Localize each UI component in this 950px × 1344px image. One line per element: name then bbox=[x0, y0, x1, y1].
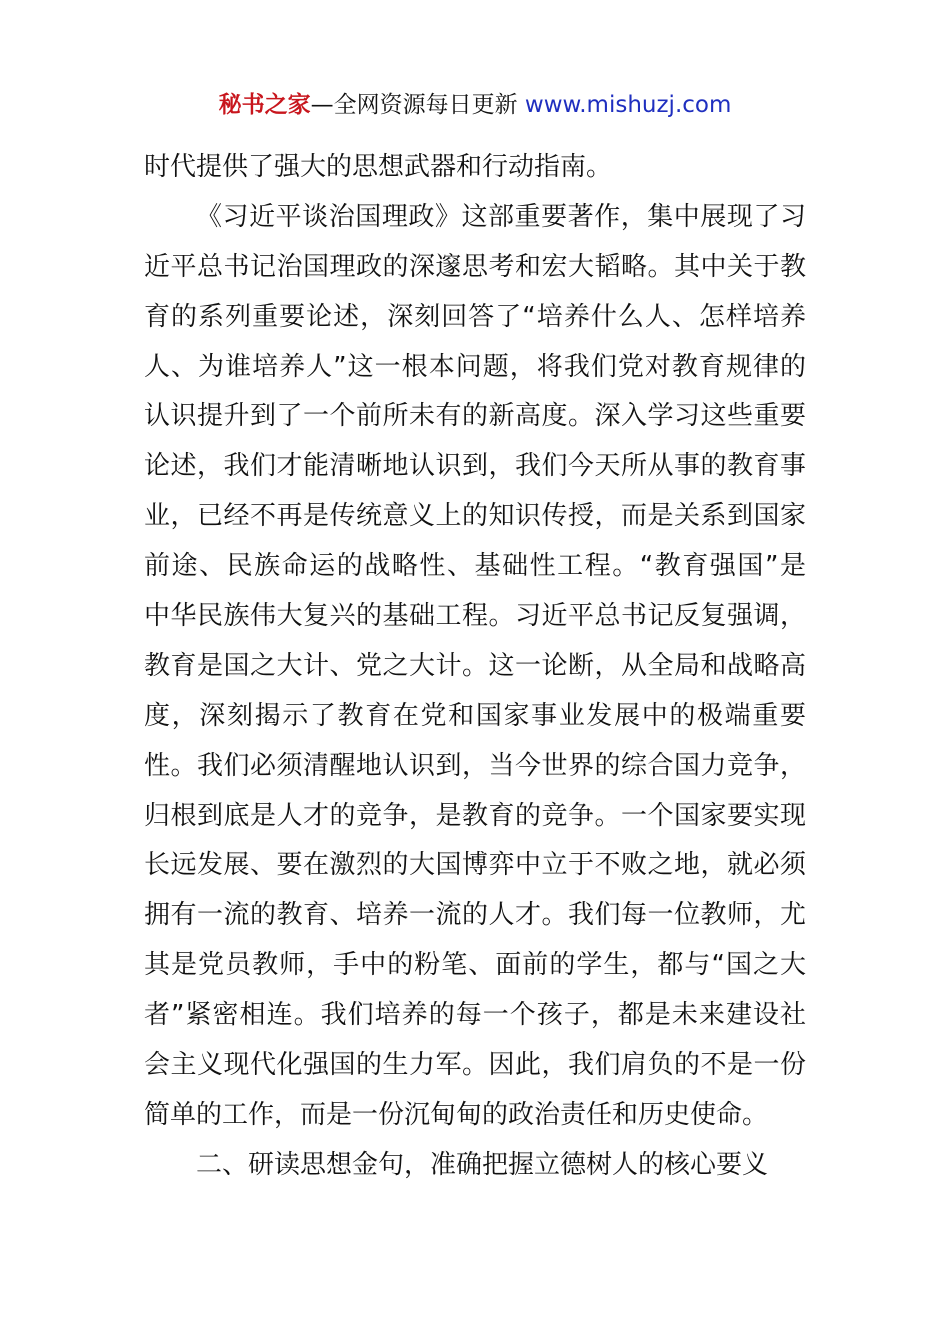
paragraph-line: 简单的工作，而是一份沉甸甸的政治责任和历史使命。 bbox=[144, 1099, 769, 1130]
paragraph-line: 论述，我们才能清晰地认识到，我们今天所从事的教育事 bbox=[144, 451, 806, 482]
section-heading: 二、研读思想金句，准确把握立德树人的核心要义 bbox=[196, 1149, 769, 1180]
site-header bbox=[0, 86, 950, 124]
paragraph-line: 前途、民族命运的战略性、基础性工程。“教育强国”是 bbox=[144, 551, 806, 582]
brand-name: 秘书之家 bbox=[218, 92, 311, 118]
paragraph-line: 育的系列重要论述，深刻回答了“培养什么人、怎样培养 bbox=[144, 301, 806, 332]
paragraph-line: 时代提供了强大的思想武器和行动指南。 bbox=[144, 152, 613, 182]
paragraph-line: 《习近平谈治国理政》这部重要著作，集中展现了习 bbox=[196, 201, 806, 232]
paragraph-line: 教育是国之大计、党之大计。这一论断，从全局和战略高 bbox=[144, 650, 806, 681]
paragraph-line: 业，已经不再是传统意义上的知识传授，而是关系到国家 bbox=[144, 501, 806, 532]
paragraph-line: 近平总书记治国理政的深邃思考和宏大韬略。其中关于教 bbox=[144, 251, 806, 282]
paragraph-line: 中华民族伟大复兴的基础工程。习近平总书记反复强调， bbox=[144, 601, 806, 632]
document-body bbox=[144, 143, 806, 1191]
paragraph-line: 其是党员教师，手中的粉笔、面前的学生，都与“国之大 bbox=[144, 950, 806, 981]
paragraph-line: 人、为谁培养人”这一根本问题，将我们党对教育规律的 bbox=[144, 351, 806, 382]
paragraph-line: 者”紧密相连。我们培养的每一个孩子，都是未来建设社 bbox=[144, 1000, 806, 1031]
site-url-link[interactable]: www.mishuzj.com bbox=[524, 92, 732, 118]
paragraph-line: 度，深刻揭示了教育在党和国家事业发展中的极端重要 bbox=[144, 700, 806, 731]
paragraph-line: 长远发展、要在激烈的大国博弈中立于不败之地，就必须 bbox=[144, 850, 806, 881]
paragraph-line: 性。我们必须清醒地认识到，当今世界的综合国力竞争， bbox=[144, 750, 806, 781]
paragraph-line: 归根到底是人才的竞争，是教育的竞争。一个国家要实现 bbox=[144, 800, 806, 831]
paragraph-line: 认识提升到了一个前所未有的新高度。深入学习这些重要 bbox=[144, 401, 806, 432]
header-tagline: —全网资源每日更新 bbox=[310, 92, 518, 118]
paragraph-line: 拥有一流的教育、培养一流的人才。我们每一位教师，尤 bbox=[144, 900, 806, 931]
paragraph-line: 会主义现代化强国的生力军。因此，我们肩负的不是一份 bbox=[144, 1050, 806, 1081]
